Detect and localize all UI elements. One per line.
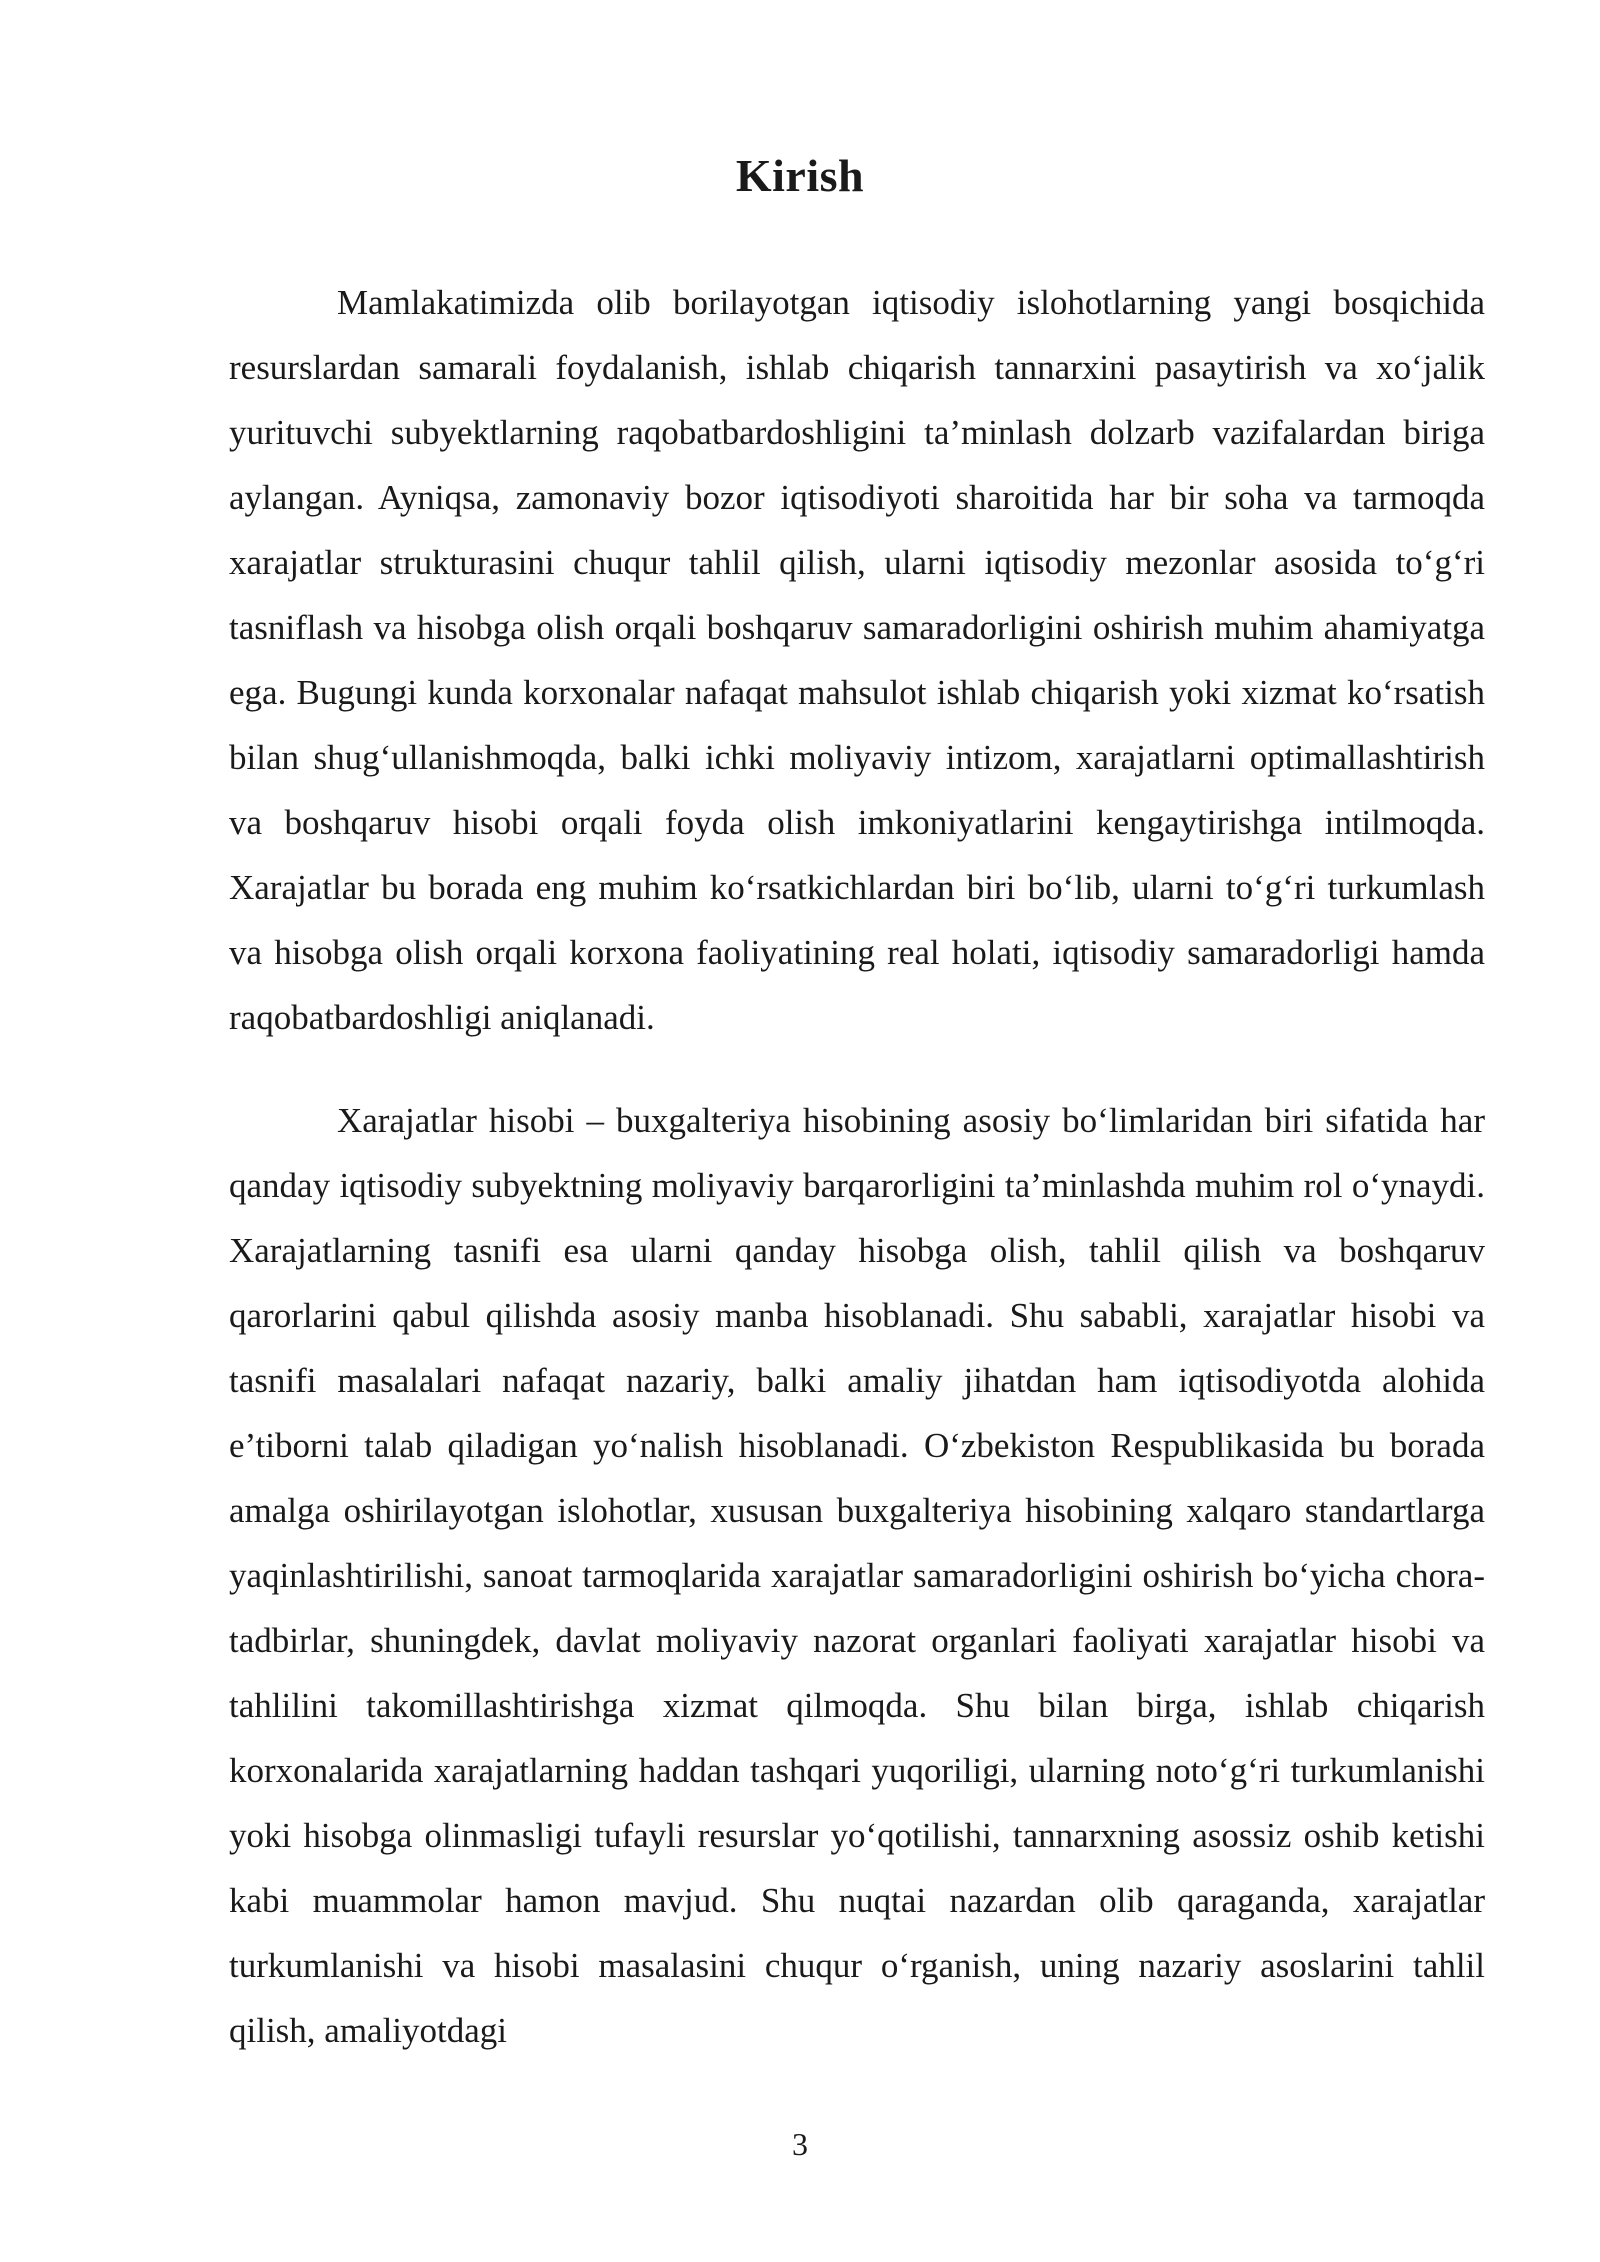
body-text — [229, 270, 1485, 2063]
paragraph-2: Xarajatlar hisobi – buxgalteriya hisobining asosiy bo‘limlaridan biri sifatida har qanday iqtisodiy subyektning moliyaviy barqarorligini ta’minlashda muhim rol o‘ynaydi. Xarajatlarning tasnifi esa ularni qanday hisobga olish, tahlil qilish va boshqaruv qarorlarini qabul qilishda asosiy manba hisoblanadi. Shu sababli, xarajatlar hisobi va tasnifi masalalari nafaqat nazariy, balki amaliy jihatdan ham iqtisodiyotda alohida e’tiborni talab qiladigan yo‘nalish hisoblanadi. O‘zbekiston Respublikasida bu borada amalga oshirilayotgan islohotlar, xususan buxgalteriya hisobining xalqaro standartlarga yaqinlashtirilishi, sanoat tarmoqlarida xarajatlar samaradorligini oshirish bo‘yicha chora-tadbirlar, shuningdek, davlat moliyaviy nazorat organlari faoliyati xarajatlar hisobi va tahlilini takomillashtirishga xizmat qilmoqda. Shu bilan birga, ishlab chiqarish korxonalarida xarajatlarning haddan tashqari yuqoriligi, ularning noto‘g‘ri turkumlanishi yoki hisobga olinmasligi tufayli resurslar yo‘qotilishi, tannarxning asossiz oshib ketishi kabi muammolar hamon mavjud. Shu nuqtai nazardan olib qaraganda, xarajatlar turkumlanishi va hisobi masalasini chuqur o‘rganish, uning nazariy asoslarini tahlil qilish, amaliyotdagi — [229, 1101, 1485, 2050]
page-title: Kirish — [735, 150, 865, 201]
page-number: 3 — [792, 2126, 808, 2162]
paragraph-1: Mamlakatimizda olib borilayotgan iqtisodiy islohotlarning yangi bosqichida resurslardan samarali foydalanish, ishlab chiqarish tannarxini pasaytirish va xo‘jalik yurituvchi subyektlarning raqobatbardoshligini ta’minlash dolzarb vazifalardan biriga aylangan. Ayniqsa, zamonaviy bozor iqtisodiyoti sharoitida har bir soha va tarmoqda xarajatlar strukturasini chuqur tahlil qilish, ularni iqtisodiy mezonlar asosida to‘g‘ri tasniflash va hisobga olish orqali boshqaruv samaradorligini oshirish muhim ahamiyatga ega. Bugungi kunda korxonalar nafaqat mahsulot ishlab chiqarish yoki xizmat ko‘rsatish bilan shug‘ullanishmoqda, balki ichki moliyaviy intizom, xarajatlarni optimallashtirish va boshqaruv hisobi orqali foyda olish imkoniyatlarini kengaytirishga intilmoqda. Xarajatlar bu borada eng muhim ko‘rsatkichlardan biri bo‘lib, ularni to‘g‘ri turkumlash va hisobga olish orqali korxona faoliyatining real holati, iqtisodiy samaradorligi hamda raqobatbardoshligi aniqlanadi. — [229, 283, 1485, 1037]
